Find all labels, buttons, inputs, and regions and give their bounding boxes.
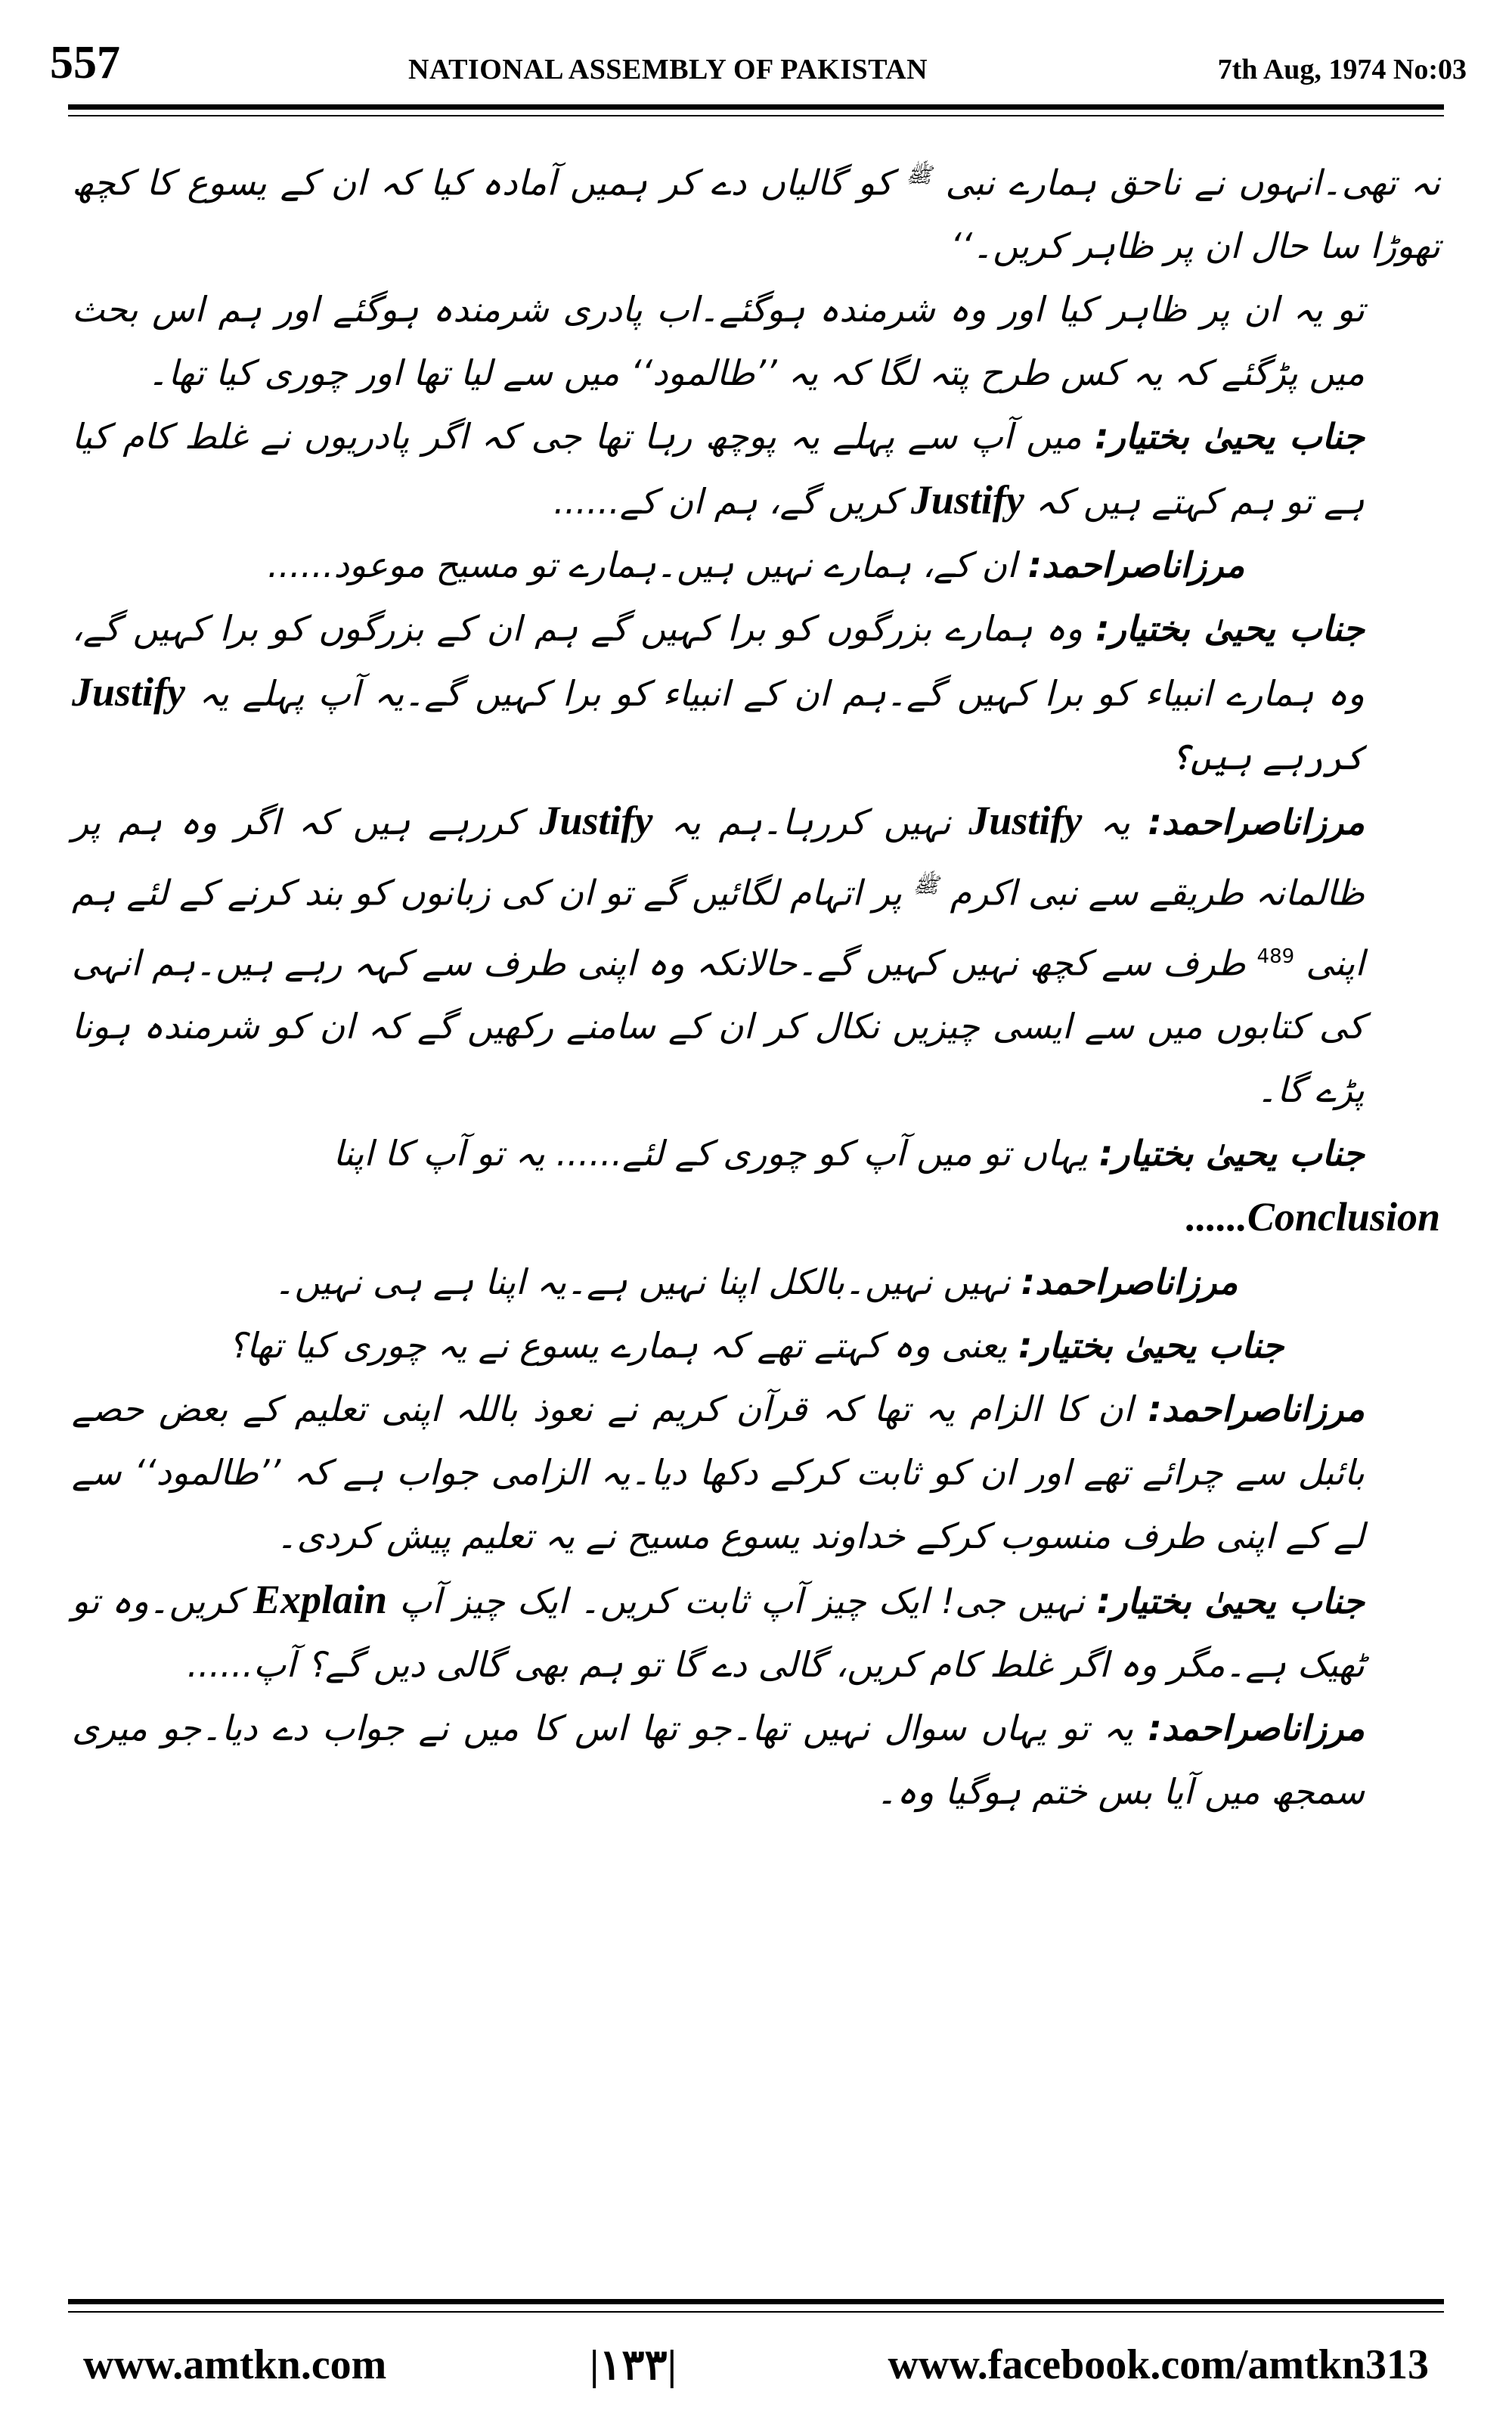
footer-facebook-link[interactable]: www.facebook.com/amtkn313: [888, 2341, 1429, 2388]
pbuh-symbol: ﷺ: [912, 873, 939, 898]
footnote-marker: 489: [1256, 945, 1295, 968]
paragraph-10: مرزاناصراحمد: ان کا الزام یہ تھا کہ قرآن کریم نے نعوذ باللہ اپنی تعلیم کے بعض حصے بائبل سے چرائے تھے اور ان کو ثابت کرکے دکھا دیا۔یہ الزامی جواب ہے کہ ’’طالمود‘‘ سے لے کے اپنی طرف منسوب کرکے خداوند یسوع مسیح نے یہ تعلیم پیش کردی۔: [72, 1388, 1365, 1556]
header-rule-thick: [68, 104, 1444, 110]
paragraph-8: مرزاناصراحمد: نہیں نہیں۔بالکل اپنا نہیں ہے۔یہ اپنا ہے ہی نہیں۔: [274, 1261, 1238, 1302]
speaker-label: مرزاناصراحمد:: [1148, 1707, 1365, 1748]
paragraph-12: مرزاناصراحمد: یہ تو یہاں سوال نہیں تھا۔جو تھا اس کا میں نے جواب دے دیا۔جو میری سمجھ میں آیا بس ختم ہوگیا وہ۔: [72, 1707, 1365, 1812]
speaker-label: مرزاناصراحمد:: [1148, 802, 1365, 843]
paragraph-11: جناب یحییٰ بختیار: نہیں جی! ایک چیز آپ ثابت کریں۔ ایک چیز آپ Explain کریں۔وہ تو ٹھیک ہے۔مگر وہ اگر غلط کام کریں، گالی دے گا تو ہم بھی گالی دیں گے؟ آپ......: [72, 1576, 1365, 1685]
speaker-label: جناب یحییٰ بختیار:: [1018, 1324, 1284, 1366]
paragraph-5: جناب یحییٰ بختیار: وہ ہمارے بزرگوں کو برا کہیں گے ہم ان کے بزرگوں کو برا کہیں گے، وہ ہمارے انبیاء کو برا کہیں گے۔ہم ان کے انبیاء کو برا کہیں گے۔یہ آپ پہلے یہ Justify کررہے ہیں؟: [72, 608, 1365, 778]
transcript-body: [72, 144, 1440, 2261]
speaker-label: جناب یحییٰ بختیار:: [1095, 416, 1365, 458]
speaker-label: مرزاناصراحمد:: [1027, 544, 1245, 586]
pbuh-symbol: ﷺ: [906, 163, 932, 188]
paragraph-2: تو یہ ان پر ظاہر کیا اور وہ شرمندہ ہوگئے۔اب پادری شرمندہ ہوگئے اور ہم اس بحث میں پڑگئے کہ یہ کس طرح پتہ لگا کہ یہ ’’طالمود‘‘ میں سے لیا تھا اور چوری کیا تھا۔: [72, 289, 1365, 394]
header-rule-thin: [68, 115, 1444, 116]
page-footer: [68, 2341, 1444, 2401]
footer-page-marker: |۱۳۳|: [590, 2342, 677, 2389]
paragraph-3: جناب یحییٰ بختیار: میں آپ سے پہلے یہ پوچھ رہا تھا جی کہ اگر پادریوں نے غلط کام کیا ہے تو ہم کہتے ہیں کہ Justify کریں گے، ہم ان کے......: [72, 416, 1365, 523]
paragraph-1: نہ تھی۔انہوں نے ناحق ہمارے نبی $^ﷺ$ کو گالیاں دے کر ہمیں آمادہ کیا کہ ان کے یسوع کا کچھ تھوڑا سا حال ان پر ظاہر کریں۔‘‘: [72, 162, 1441, 267]
paragraph-9: جناب یحییٰ بختیار: یعنی وہ کہتے تھے کہ ہمارے یسوع نے یہ چوری کیا تھا؟: [228, 1324, 1284, 1366]
speaker-label: جناب یحییٰ بختیار:: [1095, 608, 1365, 650]
paragraph-7: جناب یحییٰ بختیار: یہاں تو میں آپ کو چوری کے لئے...... یہ تو آپ کا اپنا: [333, 1132, 1365, 1174]
speaker-label: مرزاناصراحمد:: [1021, 1261, 1238, 1302]
paragraph-4: مرزاناصراحمد: ان کے، ہمارے نہیں ہیں۔ہمارے تو مسیح موعود......: [267, 544, 1245, 586]
speaker-label: مرزاناصراحمد:: [1148, 1388, 1365, 1429]
page-number: 557: [50, 37, 120, 88]
header-title: NATIONAL ASSEMBLY OF PAKISTAN: [408, 54, 928, 85]
speaker-label: جناب یحییٰ بختیار:: [1096, 1580, 1365, 1621]
header-date: 7th Aug, 1974 No:03: [1217, 54, 1467, 85]
footer-website-link[interactable]: www.amtkn.com: [83, 2341, 387, 2388]
footer-rule-thick: [68, 2299, 1444, 2304]
conclusion-line: ......Conclusion: [1185, 1193, 1440, 1239]
speaker-label: جناب یحییٰ بختیار:: [1098, 1132, 1365, 1174]
paragraph-6: مرزاناصراحمد: یہ Justify نہیں کررہا۔ہم یہ Justify کررہے ہیں کہ اگر وہ ہم پر ظالمانہ طریقے سے نبی اکرم $^ﷺ$ پر اتہام لگائیں گے تو ان کی زبانوں کو بند کرنے کے لئے ہم اپنی $^{489}$ طرف سے کچھ نہیں کہیں گے۔حالانکہ وہ اپنی طرف سے کہہ رہے ہیں۔ہم انہی کی کتابوں میں سے ایسی چیزیں نکال کر ان کے سامنے رکھیں گے کہ ان کو شرمندہ ہونا پڑے گا۔: [72, 798, 1365, 1110]
page-header: [45, 23, 1467, 98]
footer-rule-thin: [68, 2311, 1444, 2313]
